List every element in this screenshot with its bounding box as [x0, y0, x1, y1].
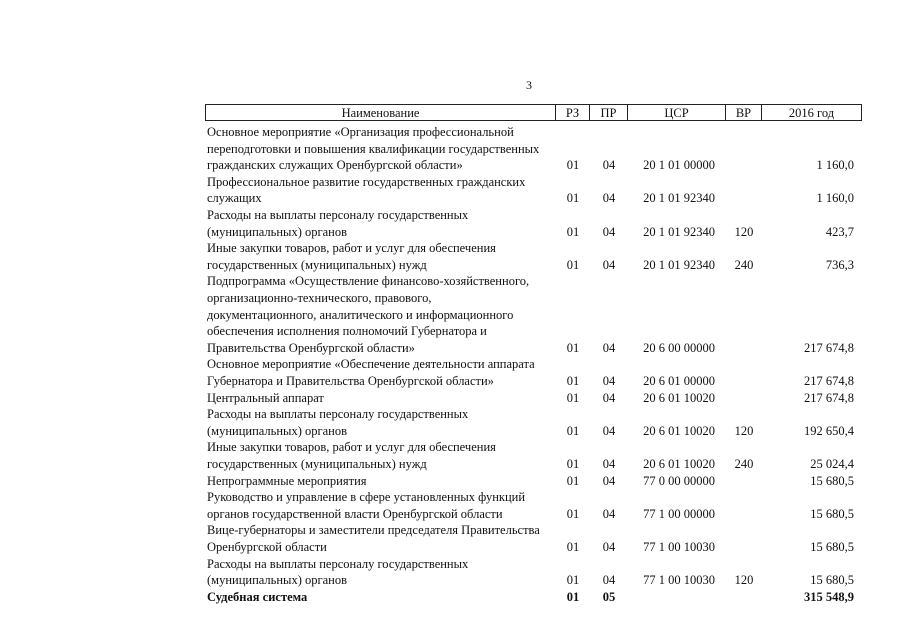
- row-pr: 04: [602, 257, 616, 272]
- row-name-line: Основное мероприятие «Обеспечение деятельности аппарата: [207, 357, 535, 372]
- row-vr: 120: [734, 423, 754, 438]
- row-pr: 05: [602, 589, 616, 604]
- row-name-line: Подпрограмма «Осуществление финансово-хозяйственного,: [207, 274, 530, 289]
- row-name-line: Расходы на выплаты персоналу государственных: [207, 556, 469, 571]
- row-pr: 04: [602, 191, 616, 206]
- row-pr: 04: [602, 540, 616, 554]
- row-pr: 04: [602, 457, 616, 471]
- header-name: Наименование: [205, 104, 556, 121]
- row-amount: 217 674,8: [804, 340, 854, 355]
- row-amount: 15 680,5: [810, 540, 854, 554]
- row-amount: 15 680,5: [810, 506, 854, 521]
- row-amount: 1 160,0: [816, 191, 854, 206]
- row-pr: 04: [602, 158, 616, 173]
- row-amount: 736,3: [825, 257, 854, 272]
- row-amount: 15 680,5: [810, 573, 854, 588]
- row-csr: 20 1 01 00000: [643, 158, 715, 173]
- row-name-line: Расходы на выплаты персоналу государственных: [207, 407, 469, 422]
- row-csr: 20 1 01 92340: [643, 191, 715, 206]
- row-csr: 20 6 00 00000: [643, 340, 715, 355]
- row-rz: 01: [566, 540, 580, 554]
- row-vr: 240: [734, 257, 754, 272]
- row-csr: 20 6 01 10020: [643, 423, 715, 438]
- row-name-line: Губернатора и Правительства Оренбургской области»: [207, 374, 494, 388]
- row-pr: 04: [602, 423, 616, 438]
- row-name-line: организационно-технического, правового,: [207, 291, 432, 305]
- row-rz: 01: [566, 374, 580, 388]
- row-name-line: (муниципальных) органов: [207, 224, 348, 239]
- row-csr: 77 0 00 00000: [643, 473, 715, 488]
- row-name-line: Руководство и управление в сфере установленных функций: [207, 490, 526, 505]
- row-name-line: государственных (муниципальных) нужд: [207, 457, 427, 471]
- header-pr: ПР: [590, 104, 628, 121]
- row-name-line: Центральный аппарат: [207, 390, 324, 405]
- row-name-line: гражданских служащих Оренбургской области»: [207, 158, 463, 173]
- row-name-line: Непрограммные мероприятия: [207, 473, 367, 488]
- row-rz: 01: [566, 423, 580, 438]
- row-csr: 77 1 00 10030: [643, 573, 715, 588]
- row-csr: 20 1 01 92340: [643, 257, 715, 272]
- page-number: 3: [526, 78, 532, 92]
- row-name-line: (муниципальных) органов: [207, 423, 348, 438]
- row-name-line: документационного, аналитического и информационного: [207, 307, 514, 322]
- row-name-line: служащих: [207, 191, 262, 206]
- header-year: 2016 год: [762, 104, 862, 121]
- row-amount: 1 160,0: [816, 158, 854, 173]
- row-amount: 423,7: [825, 224, 854, 239]
- header-rz: РЗ: [556, 104, 590, 121]
- row-rz: 01: [566, 191, 580, 206]
- row-pr: 04: [602, 390, 616, 405]
- row-rz: 01: [566, 573, 580, 588]
- row-name-line: переподготовки и повышения квалификации государственных: [207, 141, 540, 156]
- row-rz: 01: [566, 457, 580, 471]
- row-pr: 04: [602, 224, 616, 239]
- row-name-line: Иные закупки товаров, работ и услуг для обеспечения: [207, 241, 496, 256]
- header-csr: ЦСР: [628, 104, 726, 121]
- row-amount: 192 650,4: [804, 423, 854, 438]
- row-amount: 25 024,4: [810, 457, 854, 471]
- row-rz: 01: [566, 473, 580, 488]
- row-csr: 20 1 01 92340: [643, 224, 715, 239]
- row-csr: 77 1 00 00000: [643, 506, 715, 521]
- row-name-line: органов государственной власти Оренбургской области: [207, 506, 503, 521]
- row-pr: 04: [602, 473, 616, 488]
- row-rz: 01: [566, 224, 580, 239]
- row-name-line: Основное мероприятие «Организация профессиональной: [207, 125, 514, 139]
- row-amount: 217 674,8: [804, 374, 854, 388]
- row-csr: 20 6 01 10020: [643, 457, 715, 471]
- row-vr: 120: [734, 573, 754, 588]
- row-vr: 240: [734, 457, 754, 471]
- row-pr: 04: [602, 374, 616, 388]
- row-name-line: обеспечения исполнения полномочий Губернатора и: [207, 324, 487, 339]
- row-csr: 20 6 01 10020: [643, 390, 715, 405]
- row-rz: 01: [566, 257, 580, 272]
- row-name-line: Профессиональное развитие государственных гражданских: [207, 174, 526, 189]
- row-name-line: Иные закупки товаров, работ и услуг для обеспечения: [207, 440, 496, 455]
- row-name-line: государственных (муниципальных) нужд: [207, 257, 427, 272]
- row-pr: 04: [602, 506, 616, 521]
- row-name-line: Оренбургской области: [207, 540, 327, 554]
- row-rz: 01: [566, 158, 580, 173]
- row-csr: 77 1 00 10030: [643, 540, 715, 554]
- row-name-line: Правительства Оренбургской области»: [207, 340, 415, 355]
- row-pr: 04: [602, 340, 616, 355]
- row-amount: 315 548,9: [804, 589, 854, 604]
- row-amount: 217 674,8: [804, 390, 854, 405]
- row-amount: 15 680,5: [810, 473, 854, 488]
- row-name-line: Вице-губернаторы и заместители председателя Правительства: [207, 523, 540, 538]
- row-rz: 01: [566, 506, 580, 521]
- row-rz: 01: [566, 340, 580, 355]
- row-vr: 120: [734, 224, 754, 239]
- row-name-line: Расходы на выплаты персоналу государственных: [207, 208, 469, 222]
- header-vr: ВР: [726, 104, 762, 121]
- row-rz: 01: [566, 390, 580, 405]
- row-name-line: (муниципальных) органов: [207, 573, 348, 588]
- row-rz: 01: [566, 589, 580, 604]
- row-name-line: Судебная система: [207, 589, 308, 604]
- row-csr: 20 6 01 00000: [643, 374, 715, 388]
- row-pr: 04: [602, 573, 616, 588]
